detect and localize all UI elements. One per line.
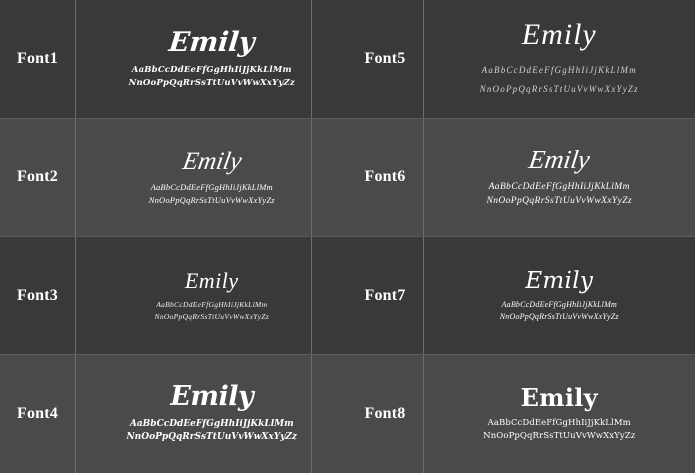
sample-alphabet-8 — [483, 417, 635, 443]
font-label-1: Font1 — [0, 0, 76, 118]
alphabet-line-lower-4: NnOoPpQqRrSsTtUuVvWwXxYyZz — [126, 432, 298, 443]
alphabet-line-upper-1: AaBbCcDdEeFfGgHhIiJjKkLlMm — [131, 65, 292, 76]
sample-alphabet-6 — [486, 181, 632, 209]
alphabet-line-lower-5: NnOoPpQqRrSsTtUuVvWwXxYyZz — [479, 83, 639, 94]
font-preview-3 — [76, 237, 348, 355]
alphabet-line-upper-5: AaBbCcDdEeFfGgHhIiJjKkLlMm — [481, 64, 637, 75]
font-preview-8 — [424, 355, 695, 473]
font-preview-7 — [424, 237, 695, 355]
sample-word-6: Emily — [526, 145, 592, 175]
alphabet-line-lower-7: NnOoPpQqRrSsTtUuVvWwXxYyZz — [499, 311, 619, 321]
alphabet-line-upper-3: AaBbCcDdEeFfGgHhIiJjKkLlMm — [156, 300, 268, 310]
alphabet-line-lower-6: NnOoPpQqRrSsTtUuVvWwXxYyZz — [486, 195, 632, 206]
font-sample-cell-3[interactable] — [0, 237, 348, 355]
alphabet-line-upper-8: AaBbCcDdEeFfGgHhIiJjKkLlMm — [487, 418, 631, 429]
alphabet-line-lower-2: NnOoPpQqRrSsTtUuVvWwXxYyZz — [148, 194, 275, 205]
sample-alphabet-4 — [126, 418, 297, 445]
sample-word-1: Emily — [167, 26, 257, 58]
font-preview-4 — [76, 355, 348, 473]
sample-word-8: Emily — [520, 383, 598, 413]
font-label-2: Font2 — [0, 118, 76, 236]
font-sample-cell-4[interactable] — [0, 355, 348, 473]
font-sample-cell-7[interactable] — [348, 237, 695, 355]
sample-word-2: Emily — [180, 147, 244, 175]
font-sample-cell-6[interactable] — [348, 118, 695, 236]
sample-alphabet-2 — [149, 181, 275, 207]
alphabet-line-upper-6: AaBbCcDdEeFfGgHhIiJjKkLlMm — [488, 181, 630, 192]
sample-word-5: Emily — [521, 18, 597, 52]
font-preview-1 — [76, 0, 348, 118]
font-label-5: Font5 — [348, 0, 424, 118]
alphabet-line-upper-4: AaBbCcDdEeFfGgHhIiJjKkLlMm — [129, 418, 294, 429]
sample-word-3: Emily — [184, 268, 239, 294]
sample-alphabet-7 — [500, 299, 619, 323]
font-sample-cell-1[interactable] — [0, 0, 348, 118]
font-label-4: Font4 — [0, 355, 76, 473]
font-label-7: Font7 — [348, 237, 424, 355]
sample-alphabet-5 — [480, 61, 639, 99]
font-preview-2 — [76, 118, 348, 236]
font-label-8: Font8 — [348, 355, 424, 473]
sample-alphabet-3 — [155, 299, 269, 322]
font-label-3: Font3 — [0, 237, 76, 355]
sample-word-7: Emily — [525, 267, 594, 294]
sample-word-4: Emily — [170, 381, 254, 413]
alphabet-line-upper-7: AaBbCcDdEeFfGgHhIiJjKkLlMm — [501, 299, 617, 309]
font-sample-cell-8[interactable] — [348, 355, 695, 473]
font-label-6: Font6 — [348, 118, 424, 236]
font-sample-cell-2[interactable] — [0, 118, 348, 236]
font-preview-5 — [424, 0, 695, 118]
sample-alphabet-1 — [129, 64, 295, 90]
alphabet-line-lower-1: NnOoPpQqRrSsTtUuVvWwXxYyZz — [128, 77, 295, 88]
alphabet-line-upper-2: AaBbCcDdEeFfGgHhIiJjKkLlMm — [150, 181, 273, 192]
alphabet-line-lower-3: NnOoPpQqRrSsTtUuVvWwXxYyZz — [154, 311, 269, 321]
font-sample-cell-5[interactable] — [348, 0, 695, 118]
font-preview-6 — [424, 118, 695, 236]
alphabet-line-lower-8: NnOoPpQqRrSsTtUuVvWwXxYyZz — [483, 430, 636, 441]
